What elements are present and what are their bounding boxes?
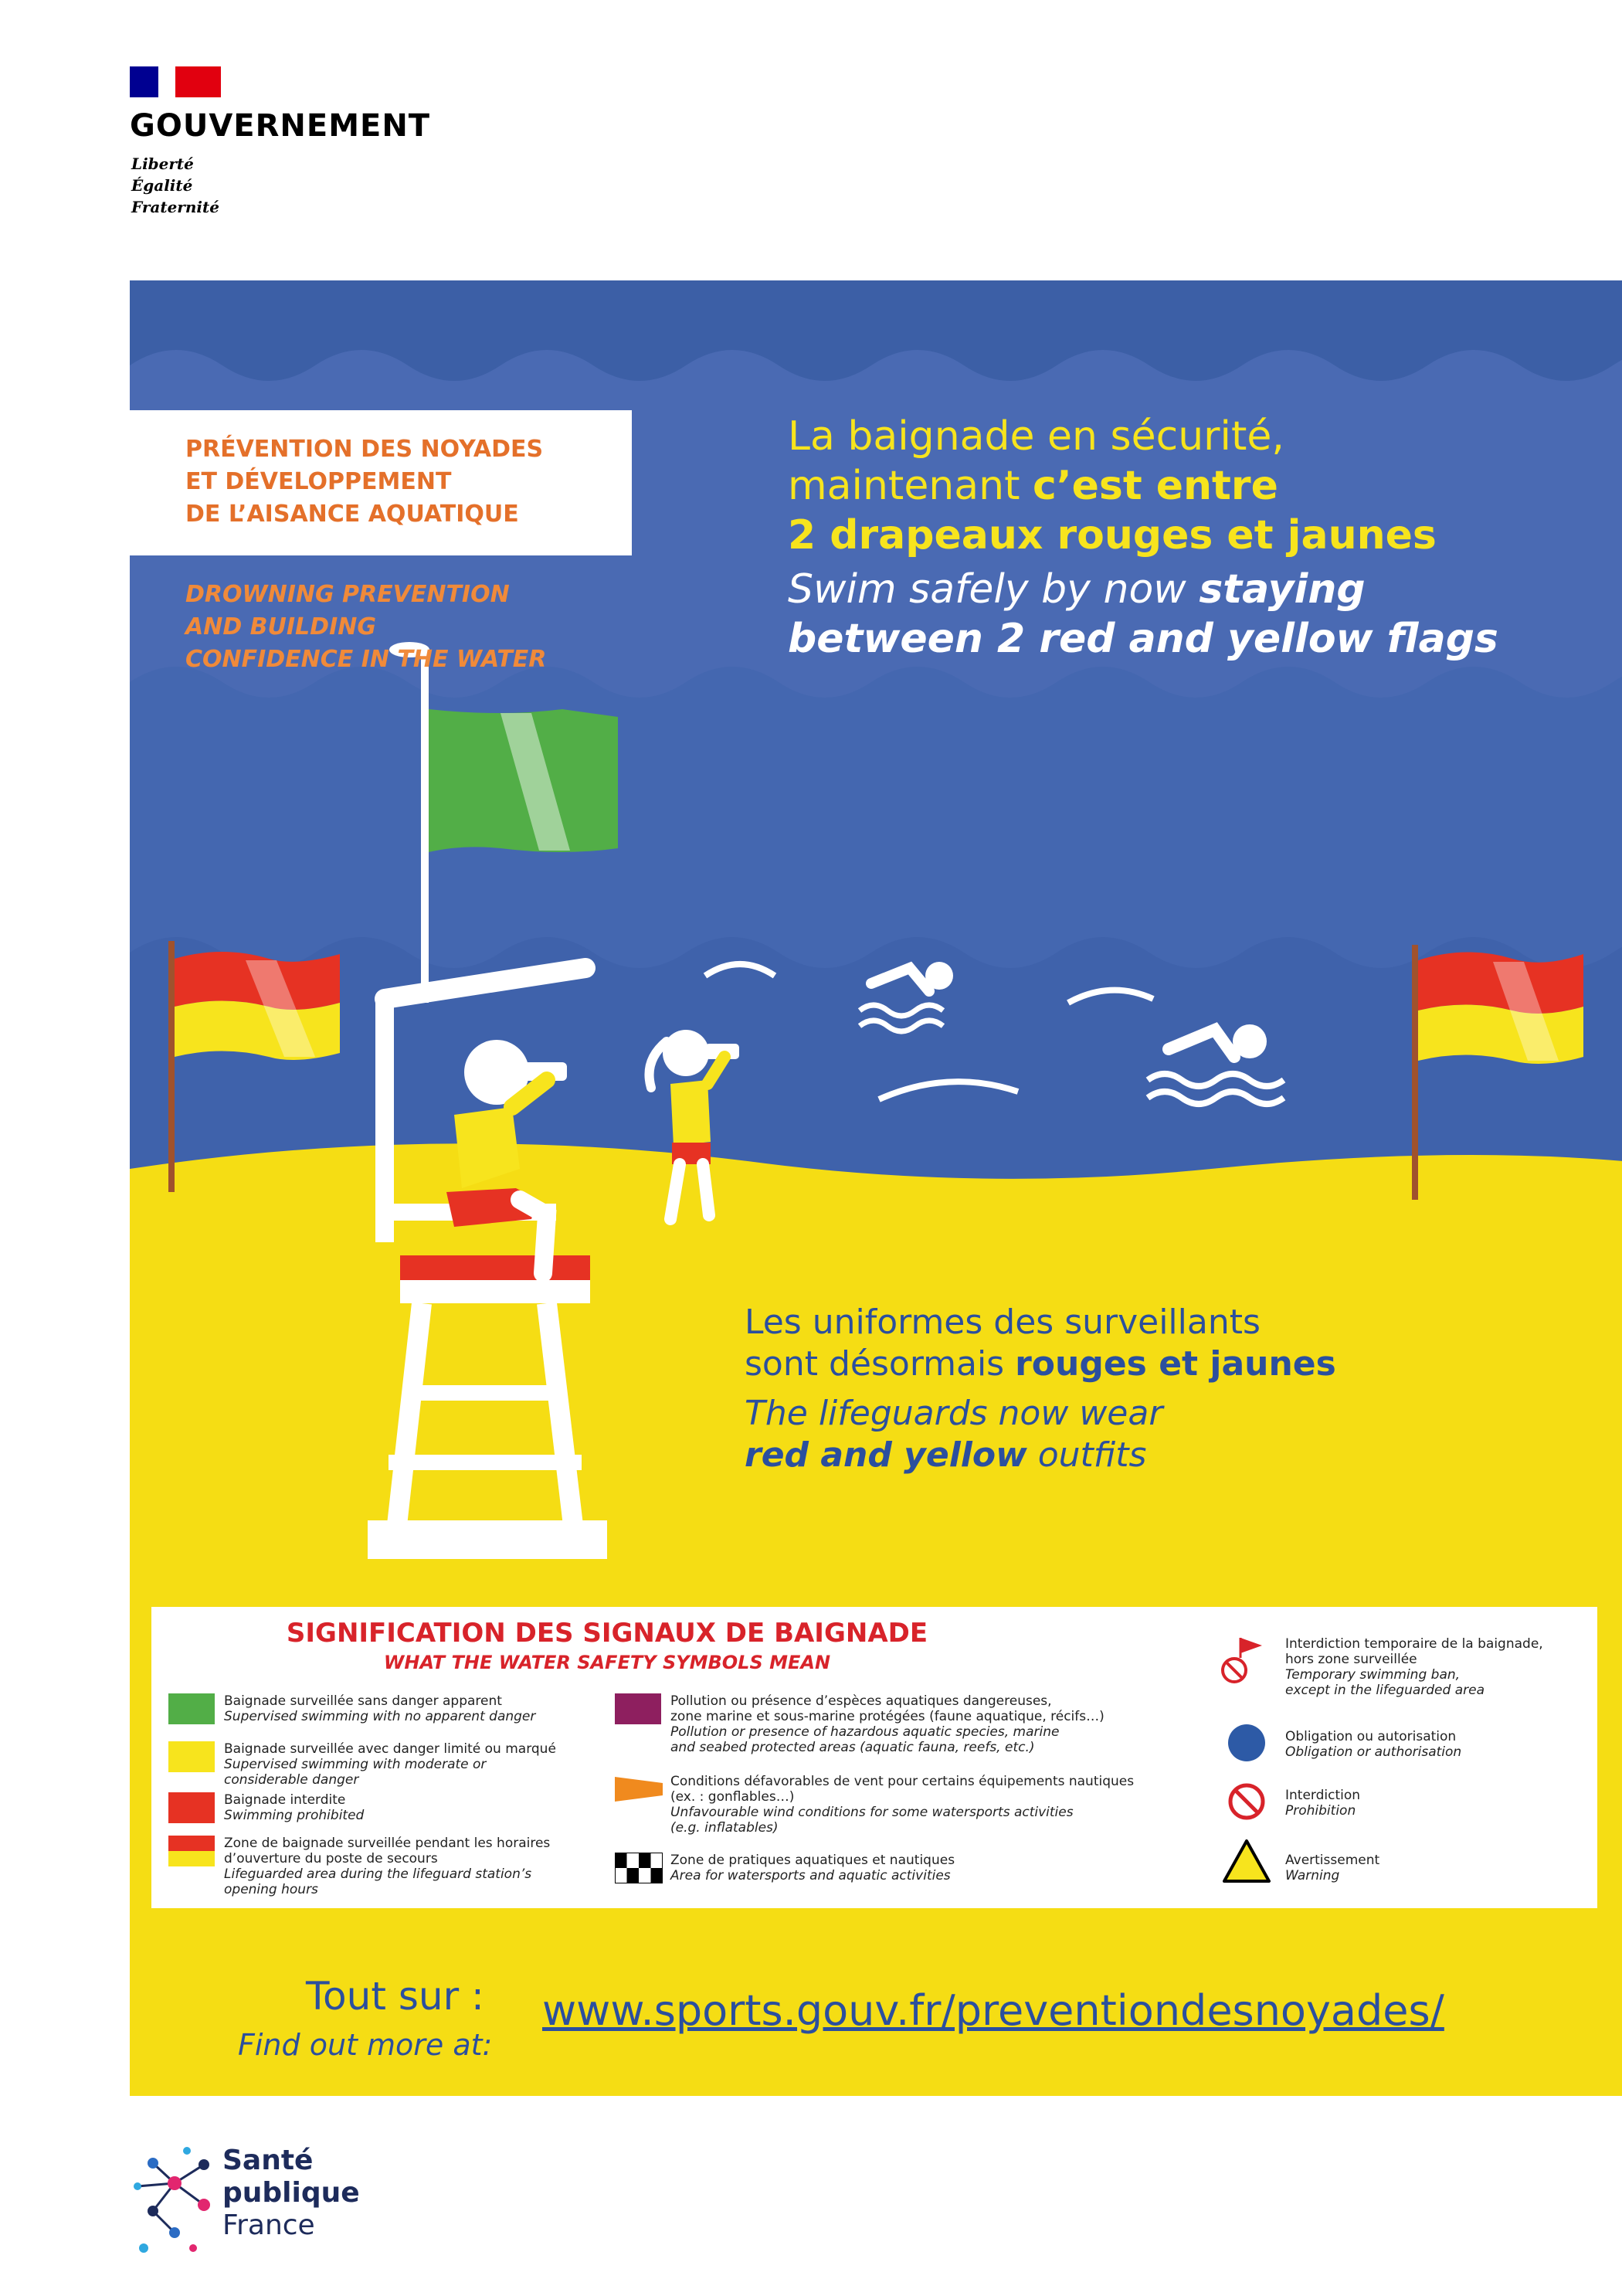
spf-wordmark: Santé publique France [222,2145,360,2241]
headline-en-line-2: between 2 red and yellow flags [788,616,1498,662]
government-motto [131,153,219,218]
poster [130,280,1622,2096]
motto-fraternite: Fraternité [131,198,219,216]
header-fr-line-3: DE L’AISANCE AQUATIQUE [185,501,519,528]
headline-fr-line-3: 2 drapeaux rouges et jaunes [788,512,1437,559]
uniform-en-line-1: The lifeguards now wear [745,1394,1163,1433]
red-yellow-flag-swatch [168,1836,215,1866]
header-en-line-2: AND BUILDING [185,613,376,640]
government-title: GOUVERNEMENT [130,108,431,144]
legend-item-warning: Avertissement Warning [1285,1853,1380,1883]
header-en-line-3: CONFIDENCE IN THE WATER [185,646,547,673]
header-en [185,579,546,676]
prohibition-icon [1227,1781,1267,1822]
headline-fr-line-2: maintenant c’est entre [788,463,1278,509]
uniform-fr-line-1: Les uniformes des surveillants [745,1303,1261,1342]
orange-windsock-icon [615,1774,663,1805]
tout-sur-label: Tout sur : [306,1974,484,2019]
checkered-flag-icon [615,1853,663,1883]
obligation-circle-icon [1227,1723,1267,1763]
headline-fr-line-1: La baignade en sécurité, [788,413,1284,460]
uniform-notice [745,1302,1336,1476]
legend-item-prohibition: Interdiction Prohibition [1285,1788,1361,1819]
motto-liberte: Liberté [131,155,194,173]
signals-legend [151,1607,1597,1908]
header-fr-line-1: PRÉVENTION DES NOYADES [185,436,544,463]
motto-egalite: Égalité [131,176,193,195]
red-flag-swatch [168,1792,215,1823]
marianne-flag-icon [130,66,221,97]
legend-subtitle: WHAT THE WATER SAFETY SYMBOLS MEAN [383,1652,831,1673]
legend-item-temp-ban: Interdiction temporaire de la baignade, hors zone surveillée Temporary swimming ban, except in the lifeguarded area [1285,1636,1543,1698]
temporary-ban-icon [1217,1635,1265,1684]
green-flag-swatch [168,1693,215,1724]
legend-item-red-yellow: Zone de baignade surveillée pendant les horaires d’ouverture du poste de secours Lifeguarded area during the lifeguard station’s opening hours [224,1836,551,1897]
find-out-label: Find out more at: [238,2028,493,2062]
legend-title: SIGNIFICATION DES SIGNAUX DE BAIGNADE [286,1618,928,1649]
header-fr-line-2: ET DÉVELOPPEMENT [185,468,452,495]
warning-triangle-icon [1222,1839,1271,1883]
header-fr-box [130,410,632,555]
headline-en-line-1: Swim safely by now staying [788,566,1366,613]
spf-network-icon [130,2140,222,2264]
legend-item-yellow: Baignade surveillée avec danger limité ou marqué Supervised swimming with moderate or considerable danger [224,1741,556,1788]
uniform-en-line-2: red and yellow outfits [745,1435,1147,1475]
legend-item-obligation: Obligation ou autorisation Obligation or authorisation [1285,1729,1462,1760]
legend-item-green: Baignade surveillée sans danger apparent Supervised swimming with no apparent danger [224,1693,536,1724]
legend-item-red: Baignade interdite Swimming prohibited [224,1792,365,1823]
yellow-flag-swatch [168,1741,215,1772]
legend-item-purple: Pollution ou présence d’espèces aquatiques dangereuses, zone marine et sous-marine protégées (faune aquatique, récifs…) Pollution or presence of hazardous aquatic species, marine and seabed protected areas (aquatic fauna, reefs, etc.) [670,1693,1105,1755]
headline [788,412,1498,664]
legend-item-checker: Zone de pratiques aquatiques et nautiques Area for watersports and aquatic activities [670,1853,955,1883]
purple-flag-swatch [615,1693,661,1724]
website-link[interactable]: www.sports.gouv.fr/preventiondesnoyades/ [542,1986,1444,2035]
header-en-line-1: DROWNING PREVENTION [185,581,510,608]
legend-item-orange: Conditions défavorables de vent pour certains équipements nautiques (ex. : gonflables…) Unfavourable wind conditions for some watersports activities (e.g. inflatables) [670,1774,1135,1836]
uniform-fr-line-2: sont désormais rouges et jaunes [745,1344,1336,1384]
